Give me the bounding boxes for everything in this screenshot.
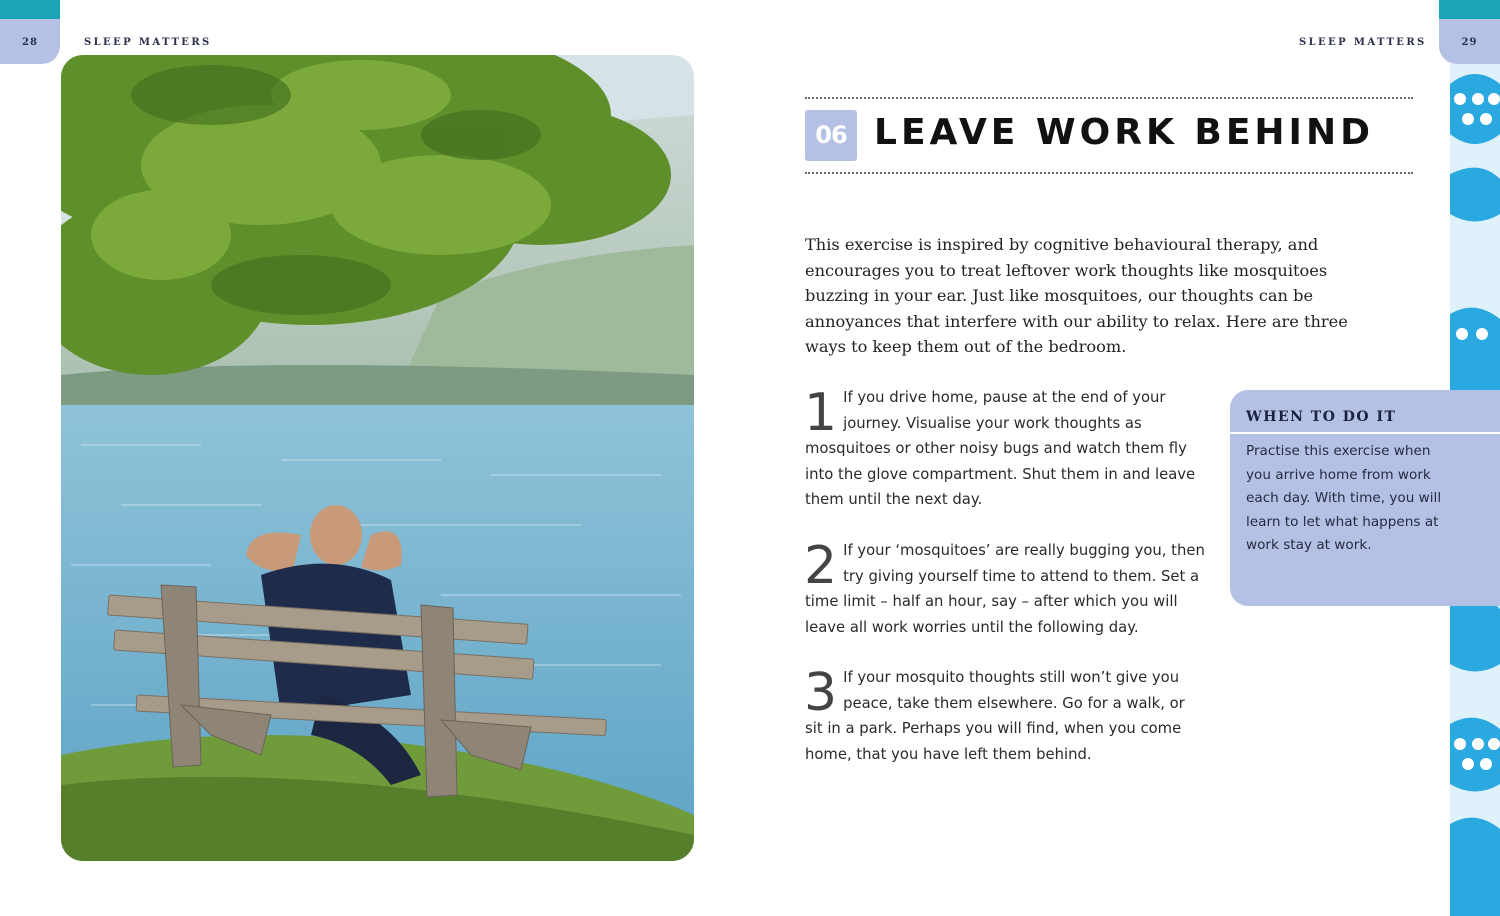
photo-illustration xyxy=(61,55,694,861)
left-running-head: SLEEP MATTERS xyxy=(84,37,212,48)
step-1 xyxy=(805,385,1205,513)
sidebox-divider xyxy=(1230,432,1500,434)
left-page-tab xyxy=(0,0,60,64)
tab-strip xyxy=(1439,0,1500,19)
right-page-tab xyxy=(1439,0,1500,64)
step-3 xyxy=(805,665,1205,767)
step-number: 1 xyxy=(804,383,838,443)
left-page-number: 28 xyxy=(22,37,38,48)
step-number: 3 xyxy=(804,663,838,723)
right-page-number: 29 xyxy=(1461,37,1478,48)
section-title: LEAVE WORK BEHIND xyxy=(874,112,1374,153)
step-text: If your ‘mosquitoes’ are really bugging you, then try giving yourself time to attend to them. Set a time limit – half an hour, say – after which you will leave all work worries until the following day. xyxy=(805,542,1205,636)
step-text: If you drive home, pause at the end of your journey. Visualise your work thoughts as mosquitoes or other noisy bugs and watch them fly into the glove compartment. Shut them in and leave them until the next day. xyxy=(805,389,1196,508)
heading-bottom-rule xyxy=(805,172,1413,174)
step-number: 2 xyxy=(804,536,838,596)
tab-strip xyxy=(0,0,60,19)
when-to-do-it-box xyxy=(1230,390,1500,606)
step-2 xyxy=(805,538,1205,640)
sidebox-text: Practise this exercise when you arrive home from work each day. With time, you will learn to let what happens at work stay at work. xyxy=(1246,443,1442,553)
lakeside-bench-photo xyxy=(61,55,694,861)
section-number-badge: 06 xyxy=(805,110,857,161)
sidebox-heading: WHEN TO DO IT xyxy=(1246,409,1397,425)
intro-paragraph: This exercise is inspired by cognitive behavioural therapy, and encourages you to treat leftover work thoughts like mosquitoes buzzing in your ear. Just like mosquitoes, our thoughts can be annoyances that interfere with our ability to relax. Here are three ways to keep them out of the bedroom. xyxy=(805,235,1348,356)
step-text: If your mosquito thoughts still won’t give you peace, take them elsewhere. Go for a walk, or sit in a park. Perhaps you will find, when you come home, that you have left them behind. xyxy=(805,669,1185,763)
heading-top-rule xyxy=(805,97,1413,99)
right-running-head: SLEEP MATTERS xyxy=(1299,37,1427,48)
